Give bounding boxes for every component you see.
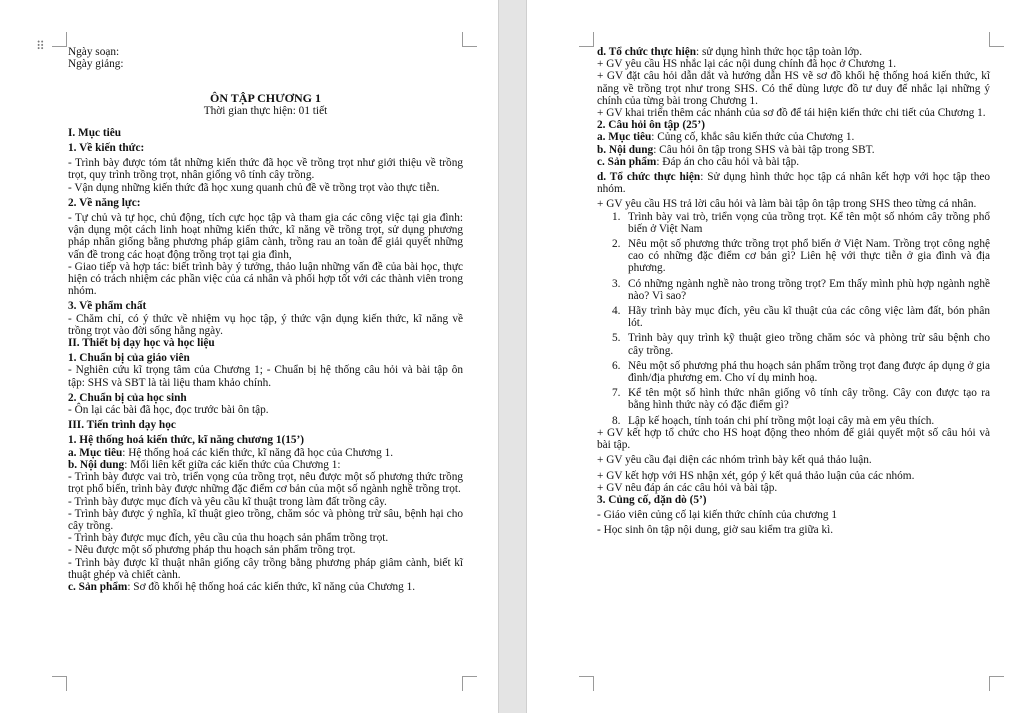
paragraph: b. Nội dung: Câu hỏi ôn tập trong SHS và bài tập trong SBT. [597,143,875,156]
paragraph: + GV kết hợp với HS nhận xét, góp ý kết quả thảo luận của các nhóm. [597,469,915,482]
question-list [597,211,990,427]
paragraph: b. Nội dung: Mối liên kết giữa các kiến thức của Chương 1: [68,458,341,471]
page-gap [498,0,527,713]
heading-procedure: III. Tiến trình dạy học [68,419,176,432]
list-item: 8. Lập kế hoạch, tính toán chi phí trồng một loại cây mà em yêu thích. [612,414,935,427]
paragraph: d. Tổ chức thực hiện: Sử dụng hình thức học tập cá nhân kết hợp với học tập theo nhóm. [597,171,991,196]
crop-mark [989,676,1004,691]
paragraph: - Giao tiếp và hợp tác: biết trình bày ý tưởng, thảo luận những vấn đề của bài học, thực hiện có trách nhiệm các phần việc của cá nhân và phối hợp tốt với các thành viên trong nhóm. [68,260,463,298]
paragraph: c. Sản phẩm: Sơ đồ khối hệ thống hoá các kiến thức, kĩ năng của Chương 1. [68,580,416,593]
label: b. Nội dung [68,458,125,471]
paragraph: - Giáo viên củng cố lại kiến thức chính của chương 1 [597,509,838,522]
label: a. Mục tiêu [597,131,652,144]
paragraph: - Học sinh ôn tập nội dung, giờ sau kiểm tra giữa kì. [597,524,834,537]
heading-review-questions: 2. Câu hỏi ôn tập (25’) [597,119,705,132]
heading-equipment: II. Thiết bị dạy học và học liệu [68,337,215,350]
heading-teacher-prep: 1. Chuẩn bị của giáo viên [68,352,190,365]
list-item: 6. Nêu một số phương phá thu hoạch sản phẩm trồng trọt đang được áp dụng ở gia đình/địa phương em. Cho ví dụ minh hoạ. [612,359,990,385]
paragraph: d. Tổ chức thực hiện: sử dụng hình thức học tập toàn lớp. [597,46,863,58]
date-prep: Ngày soạn: [68,46,120,58]
label: d. Tổ chức thực hiện [597,171,701,184]
crop-mark [52,32,67,47]
paragraph: + GV yêu cầu đại diện các nhóm trình bày kết quả thảo luận. [597,454,872,467]
list-item: 7. Kể tên một số hình thức nhân giống vô tính cây trồng. Cây con được tạo ra bằng hình thức này có đặc điểm gì? [612,387,990,412]
heading-consolidation: 3. Củng cố, dặn dò (5’) [597,493,707,506]
heading-objectives: I. Mục tiêu [68,126,122,139]
paragraph: a. Mục tiêu: Củng cố, khắc sâu kiến thức của Chương 1. [597,131,855,144]
crop-mark [579,676,594,691]
paragraph: - Trình bày được kĩ thuật nhân giống cây trồng bằng phương pháp giâm cành, biết kĩ thuật ghép và chiết cành. [68,556,463,581]
label: b. Nội dung [597,143,654,156]
paragraph: - Trình bày được mục đích, yêu cầu của thu hoạch sản phẩm trồng trọt. [68,532,389,545]
paragraph: - Vận dụng những kiến thức đã học xung quanh chủ đề về trồng trọt vào thực tiễn. [68,181,440,194]
paragraph: a. Mục tiêu: Hệ thống hoá các kiến thức, kĩ năng đã học của Chương 1. [68,446,394,459]
paragraph: - Nghiên cứu kĩ trọng tâm của Chương 1; - Chuẩn bị hệ thống câu hỏi và bài tập ôn tập: SHS và SBT là tài liệu tham khảo chính. [68,364,463,389]
paragraph: c. Sản phẩm: Đáp án cho câu hỏi và bài tập. [597,155,800,168]
date-teach: Ngày giảng: [68,58,124,71]
paragraph: + GV đặt câu hỏi dẫn dắt và hướng dẫn HS vẽ sơ đồ khối hệ thống hoá kiến thức, kĩ năng về trồng trọt như trong SHS. Có thể dùng lược đồ tư duy để nhắc lại những ý chính của từng bài trong Chương 1. [597,70,990,107]
paragraph: - Tự chủ và tự học, chủ động, tích cực học tập và tham gia các công việc tại gia đình: vận dụng một cách linh hoạt những kiến thức, kĩ năng về trồng trọt, sử dụng phương pháp nhân giống bằng phương pháp giâm cành, trồng rau an toàn để giải quyết những vấn đề trong các hoạt động trồng trọt tại gia đình, [68,212,463,261]
paragraph: + GV yêu cầu HS trả lời câu hỏi và làm bài tập ôn tập trong SHS theo từng cá nhân. [597,198,977,211]
left-page-text [68,46,463,593]
paragraph: - Nêu được một số phương pháp thu hoạch sản phẩm trồng trọt. [68,544,356,557]
label: c. Sản phẩm [68,580,128,593]
crop-mark [462,676,477,691]
list-item: 1. Trình bày vai trò, triển vọng của trồng trọt. Kể tên một số nhóm cây trồng phổ biến ở Việt Nam [612,210,990,235]
heading-competence: 2. Về năng lực: [68,196,141,209]
list-item: 2. Nêu một số phương thức trồng trọt phổ biến ở Việt Nam. Trồng trọt công nghệ cao có những đặc điểm cơ bản gì? Liên hệ với thực tiễn ở gia đình và địa phương. [612,238,990,275]
crop-mark [579,32,594,47]
paragraph: - Ôn lại các bài đã học, đọc trước bài ôn tập. [68,404,269,417]
heading-knowledge: 1. Về kiến thức: [68,142,145,155]
paragraph: - Trình bày được vai trò, triển vọng của trồng trọt, nêu được một số phương thức trồng trọt phổ biến, trình bày được những đặc điểm cơ bản của một số ngành nghề trồng trọt. [68,471,463,496]
heading-qualities: 3. Về phẩm chất [68,300,147,313]
heading-student-prep: 2. Chuẩn bị của học sinh [68,391,187,404]
paragraph: + GV yêu cầu HS nhắc lại các nội dung chính đã học ở Chương 1. [597,58,897,71]
list-item: 5. Trình bày quy trình kỹ thuật gieo trồng chăm sóc và phòng trừ sâu bệnh cho cây trồng. [612,332,990,357]
crop-mark [52,676,67,691]
paragraph: + GV khai triển thêm các nhánh của sơ đồ để tái hiện kiến thức chi tiết của Chương 1. [597,107,986,120]
crop-mark [989,32,1004,47]
paragraph: - Trình bày được mục đích và yêu cầu kĩ thuật trong làm đất trồng cây. [68,495,387,508]
list-item: 4. Hãy trình bày mục đích, yêu cầu kĩ thuật của các công việc làm đất, bón phân lót. [612,305,990,330]
paragraph: + GV nêu đáp án các câu hỏi và bài tập. [597,481,778,494]
paragraph: + GV kết hợp tổ chức cho HS hoạt động theo nhóm để giải quyết một số câu hỏi và bài tập. [597,426,990,452]
paragraph: - Trình bày được ý nghĩa, kĩ thuật gieo trồng, chăm sóc và phòng trừ sâu, bệnh hại cho cây trồng. [68,507,463,532]
document-subtitle: Thời gian thực hiện: 01 tiết [203,104,328,117]
label: a. Mục tiêu [68,446,123,459]
paragraph: - Trình bày được tóm tắt những kiến thức đã học về trồng trọt như giới thiệu về trồng trọt, quy trình trồng trọt, nhân giống vô tính cây trồng. [68,157,463,182]
paragraph: - Chăm chỉ, có ý thức về nhiệm vụ học tập, ý thức vận dụng kiến thức, kĩ năng về trồng trọt vào đời sống hằng ngày. [68,312,463,337]
heading-activity-1: 1. Hệ thống hoá kiến thức, kĩ năng chương 1(15’) [68,434,305,447]
crop-mark [462,32,477,47]
list-item: 3. Có những ngành nghề nào trong trồng trọt? Em thấy mình phù hợp ngành nghề nào? Vì sao? [612,277,990,302]
right-page-text [597,46,990,537]
drag-handle-icon[interactable]: ⠿ [36,39,46,53]
label: c. Sản phẩm [597,155,657,168]
document-title: ÔN TẬP CHƯƠNG 1 [209,91,321,106]
label: d. Tổ chức thực hiện [597,46,697,58]
